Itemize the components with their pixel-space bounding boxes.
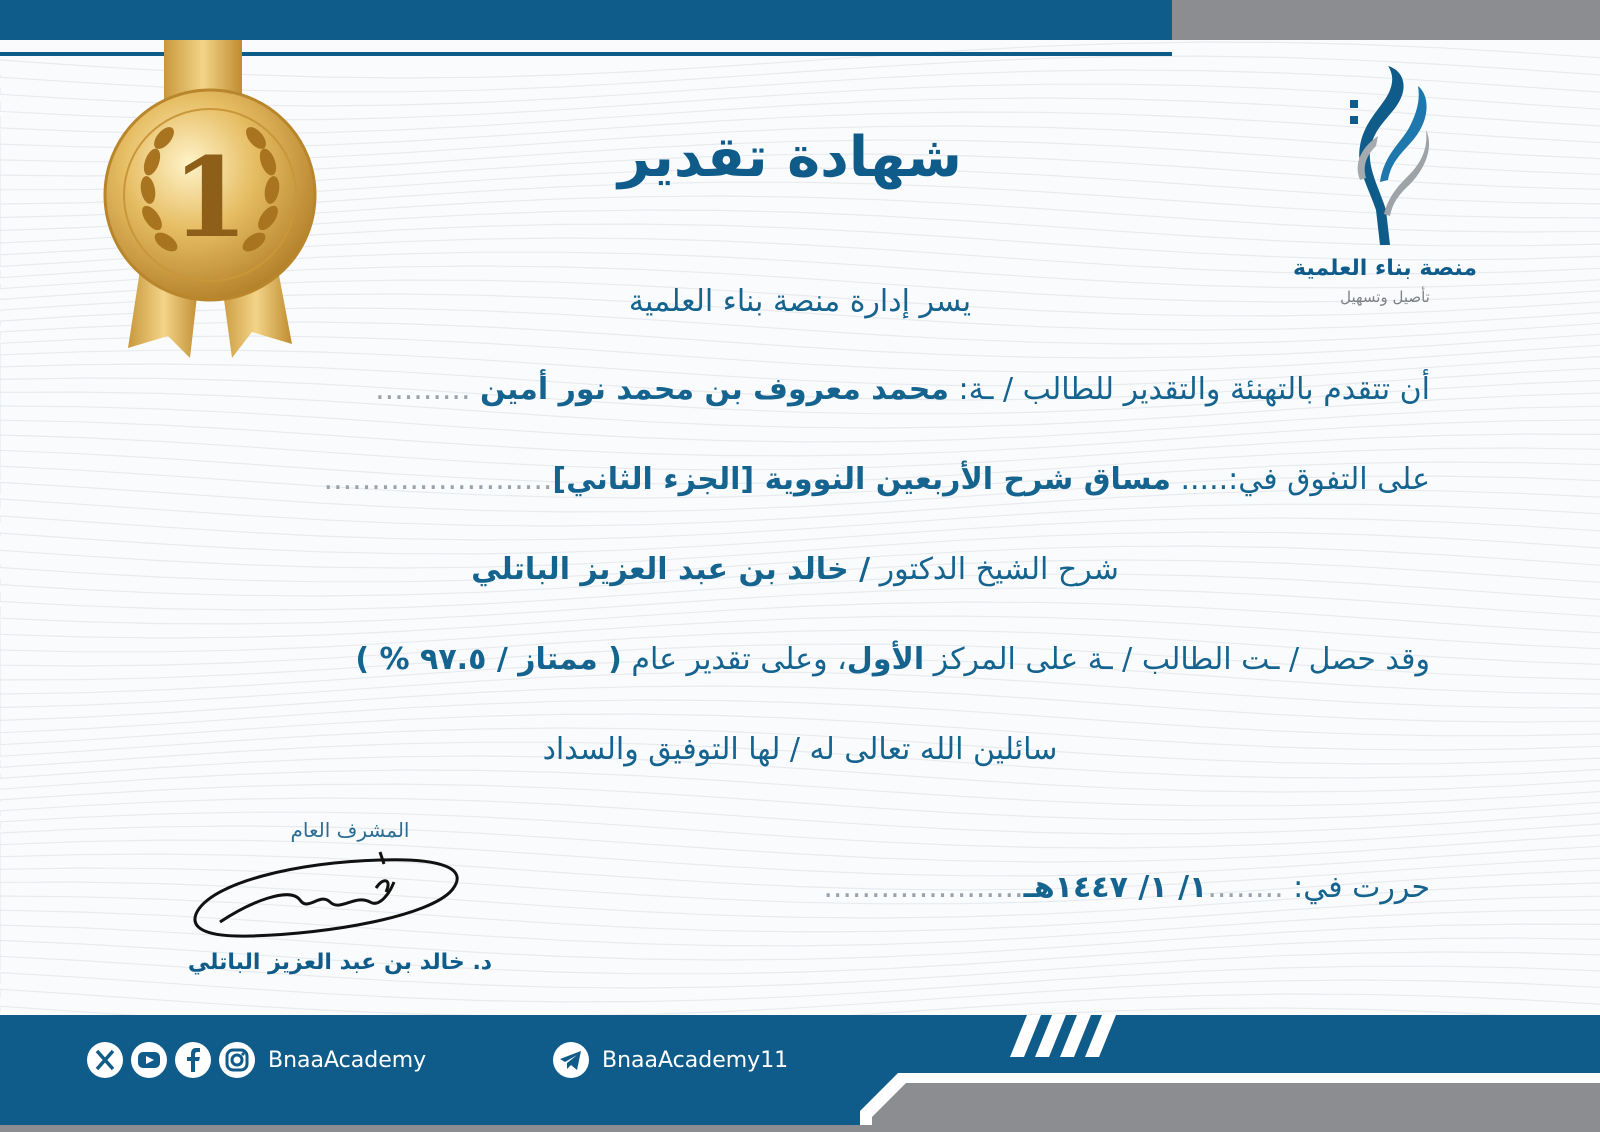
top-gray-bar bbox=[1170, 0, 1600, 40]
teacher-name: / خالد بن عبد العزيز الباتلي bbox=[471, 552, 871, 587]
course-line bbox=[324, 462, 1430, 497]
background-wave-line bbox=[0, 686, 1600, 722]
course-dots: ........................ bbox=[323, 462, 553, 497]
rank-label: وقد حصل / ـت الطالب / ـة على المركز bbox=[924, 642, 1430, 677]
certificate-title: شهادة تقدير bbox=[618, 125, 962, 190]
social-handle[interactable]: BnaaAcademy bbox=[268, 1047, 427, 1073]
student-label: أن تتقدم بالتهنئة والتقدير للطالب / ـة: bbox=[948, 372, 1430, 407]
course-name: مساق شرح الأربعين النووية [الجزء الثاني] bbox=[552, 462, 1171, 497]
x-icon[interactable] bbox=[86, 1041, 124, 1079]
platform-logo bbox=[1290, 60, 1480, 320]
telegram-handle[interactable]: BnaaAcademy11 bbox=[602, 1047, 789, 1073]
student-dots: .......... bbox=[375, 372, 481, 407]
grade-line bbox=[355, 642, 1430, 677]
date-line bbox=[823, 870, 1430, 905]
youtube-icon[interactable] bbox=[130, 1041, 168, 1079]
handwritten-signature bbox=[180, 842, 480, 952]
student-name: محمد معروف بن محمد نور أمين bbox=[480, 372, 949, 407]
course-label: على التفوق في:..... bbox=[1170, 462, 1430, 497]
gold-medal-icon bbox=[100, 40, 330, 370]
student-line bbox=[375, 372, 1430, 407]
background-wave-line bbox=[0, 406, 1600, 442]
logo-title: منصة بناء العلمية bbox=[1293, 256, 1477, 281]
instagram-icon[interactable] bbox=[218, 1041, 256, 1079]
background-wave-line bbox=[0, 602, 1600, 638]
rank-value: الأول bbox=[846, 642, 925, 677]
intro-line: يسر إدارة منصة بناء العلمية bbox=[628, 284, 972, 319]
telegram-link bbox=[552, 1040, 788, 1080]
grade-label: ، وعلى تقدير عام bbox=[621, 642, 847, 677]
supervisor-name: د. خالد بن عبد العزيز الباتلي bbox=[187, 950, 493, 975]
date-label: حررت في: bbox=[1283, 870, 1430, 905]
pen-logo-icon bbox=[1330, 60, 1440, 250]
teacher-line bbox=[400, 552, 1190, 587]
social-links bbox=[86, 1040, 426, 1080]
grade-value: ( ممتاز / ٩٧.٥ % ) bbox=[355, 642, 622, 677]
facebook-icon[interactable] bbox=[174, 1041, 212, 1079]
background-wave-line bbox=[0, 518, 1600, 554]
telegram-icon[interactable] bbox=[552, 1041, 590, 1079]
date-dots-after: ..................... bbox=[823, 870, 1024, 905]
medal-rank: 1 bbox=[171, 133, 249, 262]
supervisor-title: المشرف العام bbox=[290, 818, 410, 842]
logo-subtitle: تأصيل وتسهيل bbox=[1340, 288, 1430, 306]
background-wave-line bbox=[0, 784, 1600, 820]
date-value: ١/ ١/ ١٤٤٧هـ bbox=[1023, 870, 1208, 905]
teacher-label: شرح الشيخ الدكتور bbox=[870, 552, 1119, 587]
background-wave-line bbox=[0, 980, 1600, 1016]
background-wave-line bbox=[0, 770, 1600, 806]
top-blue-bar bbox=[0, 0, 1172, 40]
date-dots-before: ........ bbox=[1207, 870, 1284, 905]
closing-line: سائلين الله تعالى له / لها التوفيق والسداد bbox=[542, 732, 1058, 767]
